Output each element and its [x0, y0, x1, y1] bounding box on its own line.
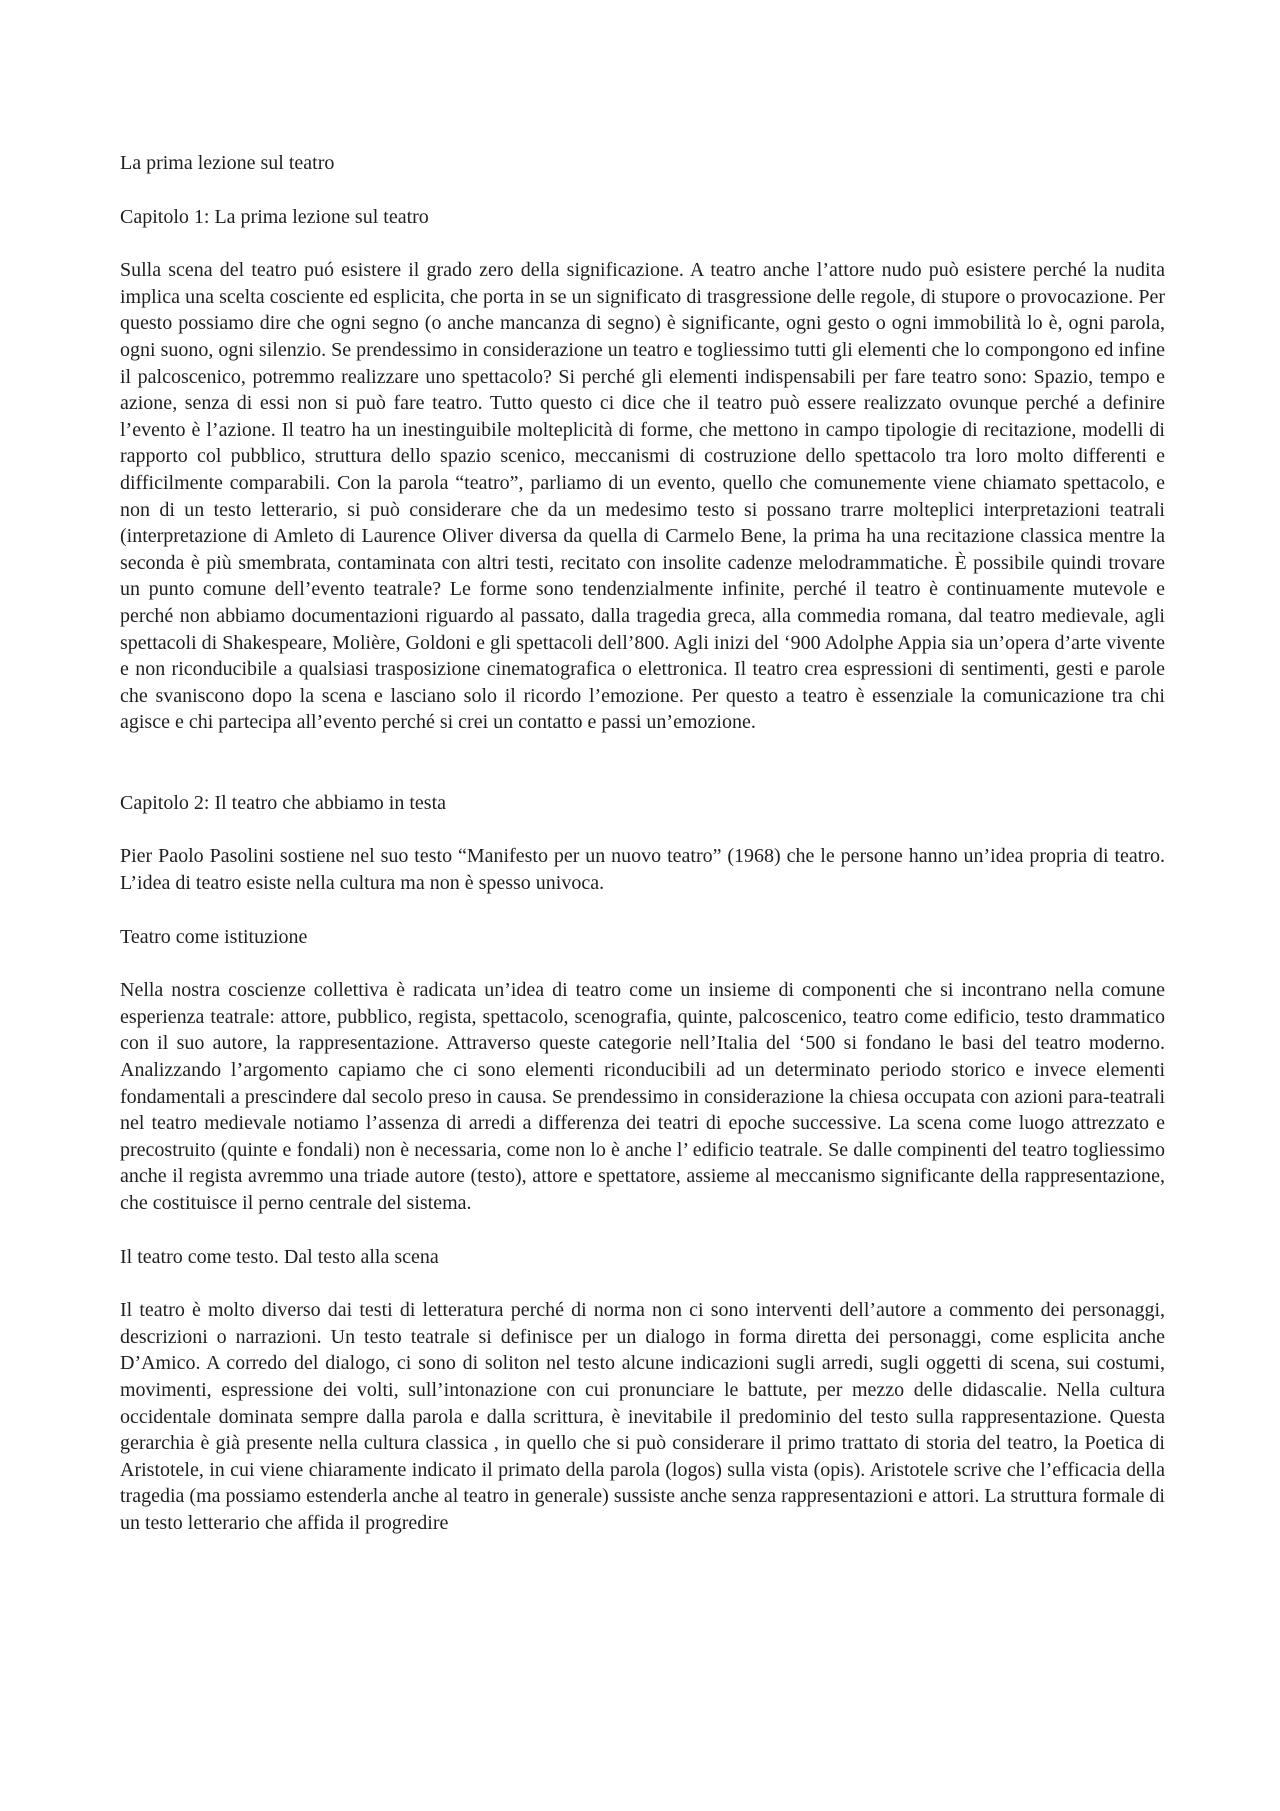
document-title: La prima lezione sul teatro — [120, 152, 335, 174]
chapter-2-heading: Capitolo 2: Il teatro che abbiamo in testa — [120, 791, 447, 814]
chapter-1-heading: Capitolo 1: La prima lezione sul teatro — [120, 205, 429, 228]
spacer — [120, 736, 1165, 790]
spacer — [120, 1217, 1165, 1244]
spacer — [120, 1270, 1165, 1297]
section-teatro-istituzione-paragraph: Nella nostra coscienze collettiva è radicata un’idea di teatro come un insieme di componenti che si incontrano nella comune esperienza teatrale: attore, pubblico, regista, spettacolo, scenografia, quinte, palcoscenico, teatro come edificio, testo drammatico con il suo autore, la rappresentazione. Attraverso queste categorie nell’Italia del ‘500 si fondano le basi del teatro moderno. Analizzando l’argomento capiamo che ci sono elementi riconducibili ad un determinato periodo storico e invece elementi fondamentali a prescindere dal secolo preso in causa. Se prendessimo in considerazione la chiesa occupata con azioni para-teatrali nel teatro medievale notiamo l’assenza di arredi a differenza dei teatri di epoche successive. La scena come luogo attrezzato e precostruito (quinte e fondali) non è necessaria, come non lo è anche l’ edificio teatrale. Se dalle compinenti del teatro togliessimo anche il regista avremmo una triade autore (testo), attore e spettatore, assieme al meccanismo significante della rappresentazione, che costituisce il perno centrale del sistema. — [120, 979, 1165, 1214]
section-teatro-testo-heading: Il teatro come testo. Dal testo alla scena — [120, 1245, 439, 1268]
section-teatro-testo-paragraph: Il teatro è molto diverso dai testi di letteratura perché di norma non ci sono interventi dell’autore a commento dei personaggi, descrizioni o narrazioni. Un testo teatrale si definisce per un dialogo in forma diretta dei personaggi, come esplicita anche D’Amico. A corredo del dialogo, ci sono di soliton nel testo alcune indicazioni sugli arredi, sugli oggetti di scena, sui costumi, movimenti, espressione dei volti, sull’intonazione con cui pronunciare le battute, per mezzo delle didascalie. Nella cultura occidentale dominata sempre dalla parola e dalla scrittura, è inevitabile il predominio del testo sulla rappresentazione. Questa gerarchia è già presente nella cultura classica , in quello che si può considerare il primo trattato di storia del teatro, la Poetica di Aristotele, in cui viene chiaramente indicato il primato della parola (logos) sulla vista (opis). Aristotele scrive che l’efficacia della tragedia (ma possiamo estenderla anche al teatro in generale) sussiste anche senza rappresentazioni e attori. La struttura formale di un testo letterario che affida il progredire — [120, 1299, 1165, 1534]
spacer — [120, 897, 1165, 924]
section-teatro-istituzione-heading: Teatro come istituzione — [120, 925, 308, 948]
chapter-2-paragraph: Pier Paolo Pasolini sostiene nel suo testo “Manifesto per un nuovo teatro” (1968) che le persone hanno un’idea propria di teatro. L’idea di teatro esiste nella cultura ma non è spesso univoca. — [120, 845, 1165, 895]
spacer — [120, 950, 1165, 977]
chapter-1-paragraph: Sulla scena del teatro puó esistere il grado zero della significazione. A teatro anche l’attore nudo può esistere perché la nudita implica una scelta cosciente ed esplicita, che porta in se un significato di trasgressione delle regole, di stupore o provocazione. Per questo possiamo dire che ogni segno (o anche mancanza di segno) è significante, ogni gesto o ogni immobilità lo è, ogni parola, ogni suono, ogni silenzio. Se prendessimo in considerazione un teatro e togliessimo tutti gli elementi che lo compongono ed infine il palcoscenico, potremmo realizzare uno spettacolo? Si perché gli elementi indispensabili per fare teatro sono: Spazio, tempo e azione, senza di essi non si può fare teatro. Tutto questo ci dice che il teatro può essere realizzato ovunque perché a definire l’evento è l’azione. Il teatro ha un inestinguibile molteplicità di forme, che mettono in campo tipologie di recitazione, modelli di rapporto col pubblico, struttura dello spazio scenico, meccanismi di costruzione dello spettacolo tra loro molto differenti e difficilmente comparabili. Con la parola “teatro”, parliamo di un evento, quello che comunemente viene chiamato spettacolo, e non di un testo letterario, si può considerare che da un medesimo testo si possano trarre molteplici interpretazioni teatrali (interpretazione di Amleto di Laurence Oliver diversa da quella di Carmelo Bene, la prima ha una recitazione classica mentre la seconda è più smembrata, contaminata con altri testi, recitato con insolite cadenze melodrammatiche. È possibile quindi trovare un punto comune dell’evento teatrale? Le forme sono tendenzialmente infinite, perché il teatro è continuamente mutevole e perché non abbiamo documentazioni riguardo al passato, dalla tragedia greca, alla commedia romana, dal teatro medievale, agli spettacoli di Shakespeare, Molière, Goldoni e gli spettacoli dell’800. Agli inizi del ‘900 Adolphe Appia sia un’opera d’arte vivente e non riconducibile a qualsiasi trasposizione cinematografica o elettronica. Il teatro crea espressioni di sentimenti, gesti e parole che svaniscono dopo la scena e lasciano solo il ricordo l’emozione. Per questo a teatro è essenziale la comunicazione tra chi agisce e chi partecipa all’evento perché si crei un contatto e passi un’emozione. — [120, 259, 1165, 734]
spacer — [120, 230, 1165, 257]
spacer — [120, 816, 1165, 843]
document-body — [120, 150, 1165, 1537]
spacer — [120, 177, 1165, 204]
